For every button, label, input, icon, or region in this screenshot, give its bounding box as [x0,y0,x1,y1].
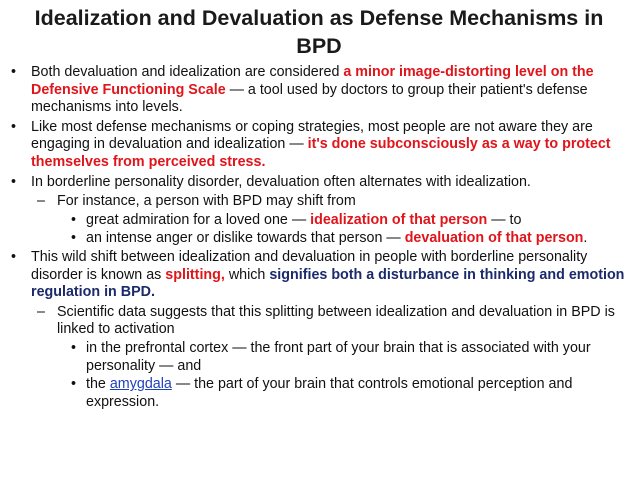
sub-sub-item-3-1-2-text: an intense anger or dislike towards that person — [86,230,405,247]
title-line-2: BPD [296,34,342,58]
amygdala-link[interactable]: amygdala [109,376,172,393]
sub-sub-item-3-1-2-emphasis: devaluation of that person [404,230,584,247]
dash-icon: – [37,193,45,210]
bullet-4-text: This wild shift between idealization and devaluation in people with borderline personality disorder is known as [31,248,588,283]
bullet-list [0,64,638,412]
page-title [0,0,638,60]
sub-item-3-1-text: For instance, a person with BPD may shift from [57,193,356,210]
sub-sub-item-3-1-2-text-end: . [583,230,588,247]
sub-sub-item-3-1-1-text: great admiration for a loved one — [86,211,311,228]
bullet-icon: • [71,230,77,247]
bullet-2-text: Like most defense mechanisms or coping strategies, most people are not aware they are engaging in devaluation and idealization — [31,118,593,153]
bullet-4-text-mid: which [224,266,270,283]
bullet-1-text: Both devaluation and idealization are considered [31,64,344,80]
bullet-icon: • [11,248,17,265]
dash-icon: – [37,303,45,320]
bullet-3-text: In borderline personality disorder, devaluation often alternates with idealization. [31,173,531,190]
bullet-icon: • [11,173,17,190]
bullet-icon: • [71,339,77,356]
sub-sub-item-3-1-1-text-end: — to [487,211,522,228]
bullet-icon: • [11,64,17,80]
sub-sub-item-3-1-1 [0,212,638,230]
bullet-icon: • [11,118,17,135]
sub-sub-item-4-1-1 [0,340,638,375]
sub-sub-item-4-1-2-text: the [86,376,110,393]
sub-sub-item-4-1-1-text: in the prefrontal cortex — the front part of your brain that is associated with your personality — and [86,339,591,374]
sub-item-4-1 [0,304,638,339]
bullet-item-1 [0,64,638,117]
bullet-1-text-end: — a tool used by doctors to group their patient's defense mechanisms into levels. [31,81,588,116]
bullet-item-4 [0,249,638,302]
sub-sub-item-4-1-2 [0,376,638,411]
title-line-1: Idealization and Devaluation as Defense Mechanisms in [34,6,604,30]
bullet-icon: • [71,376,77,393]
bullet-item-3 [0,174,638,192]
bullet-item-2 [0,119,638,172]
sub-sub-item-3-1-1-emphasis: idealization of that person [310,211,488,228]
sub-item-4-1-text: Scientific data suggests that this splitting between idealization and devaluation in BPD is linked to activation [57,303,615,338]
sub-sub-item-4-1-2-text-end: — the part of your brain that controls emotional perception and expression. [86,376,573,410]
bullet-2-emphasis: it's done subconsciously as a way to protect themselves from perceived stress. [31,136,611,170]
sub-item-3-1 [0,193,638,211]
bullet-icon: • [71,211,77,228]
bullet-4-emphasis-disturbance: signifies both a disturbance in thinking and emotion regulation in BPD. [31,266,625,301]
bullet-1-emphasis: a minor image-distorting level on the Defensive Functioning Scale [31,64,594,98]
sub-sub-item-3-1-2 [0,230,638,248]
bullet-4-emphasis-splitting: splitting, [165,266,225,283]
